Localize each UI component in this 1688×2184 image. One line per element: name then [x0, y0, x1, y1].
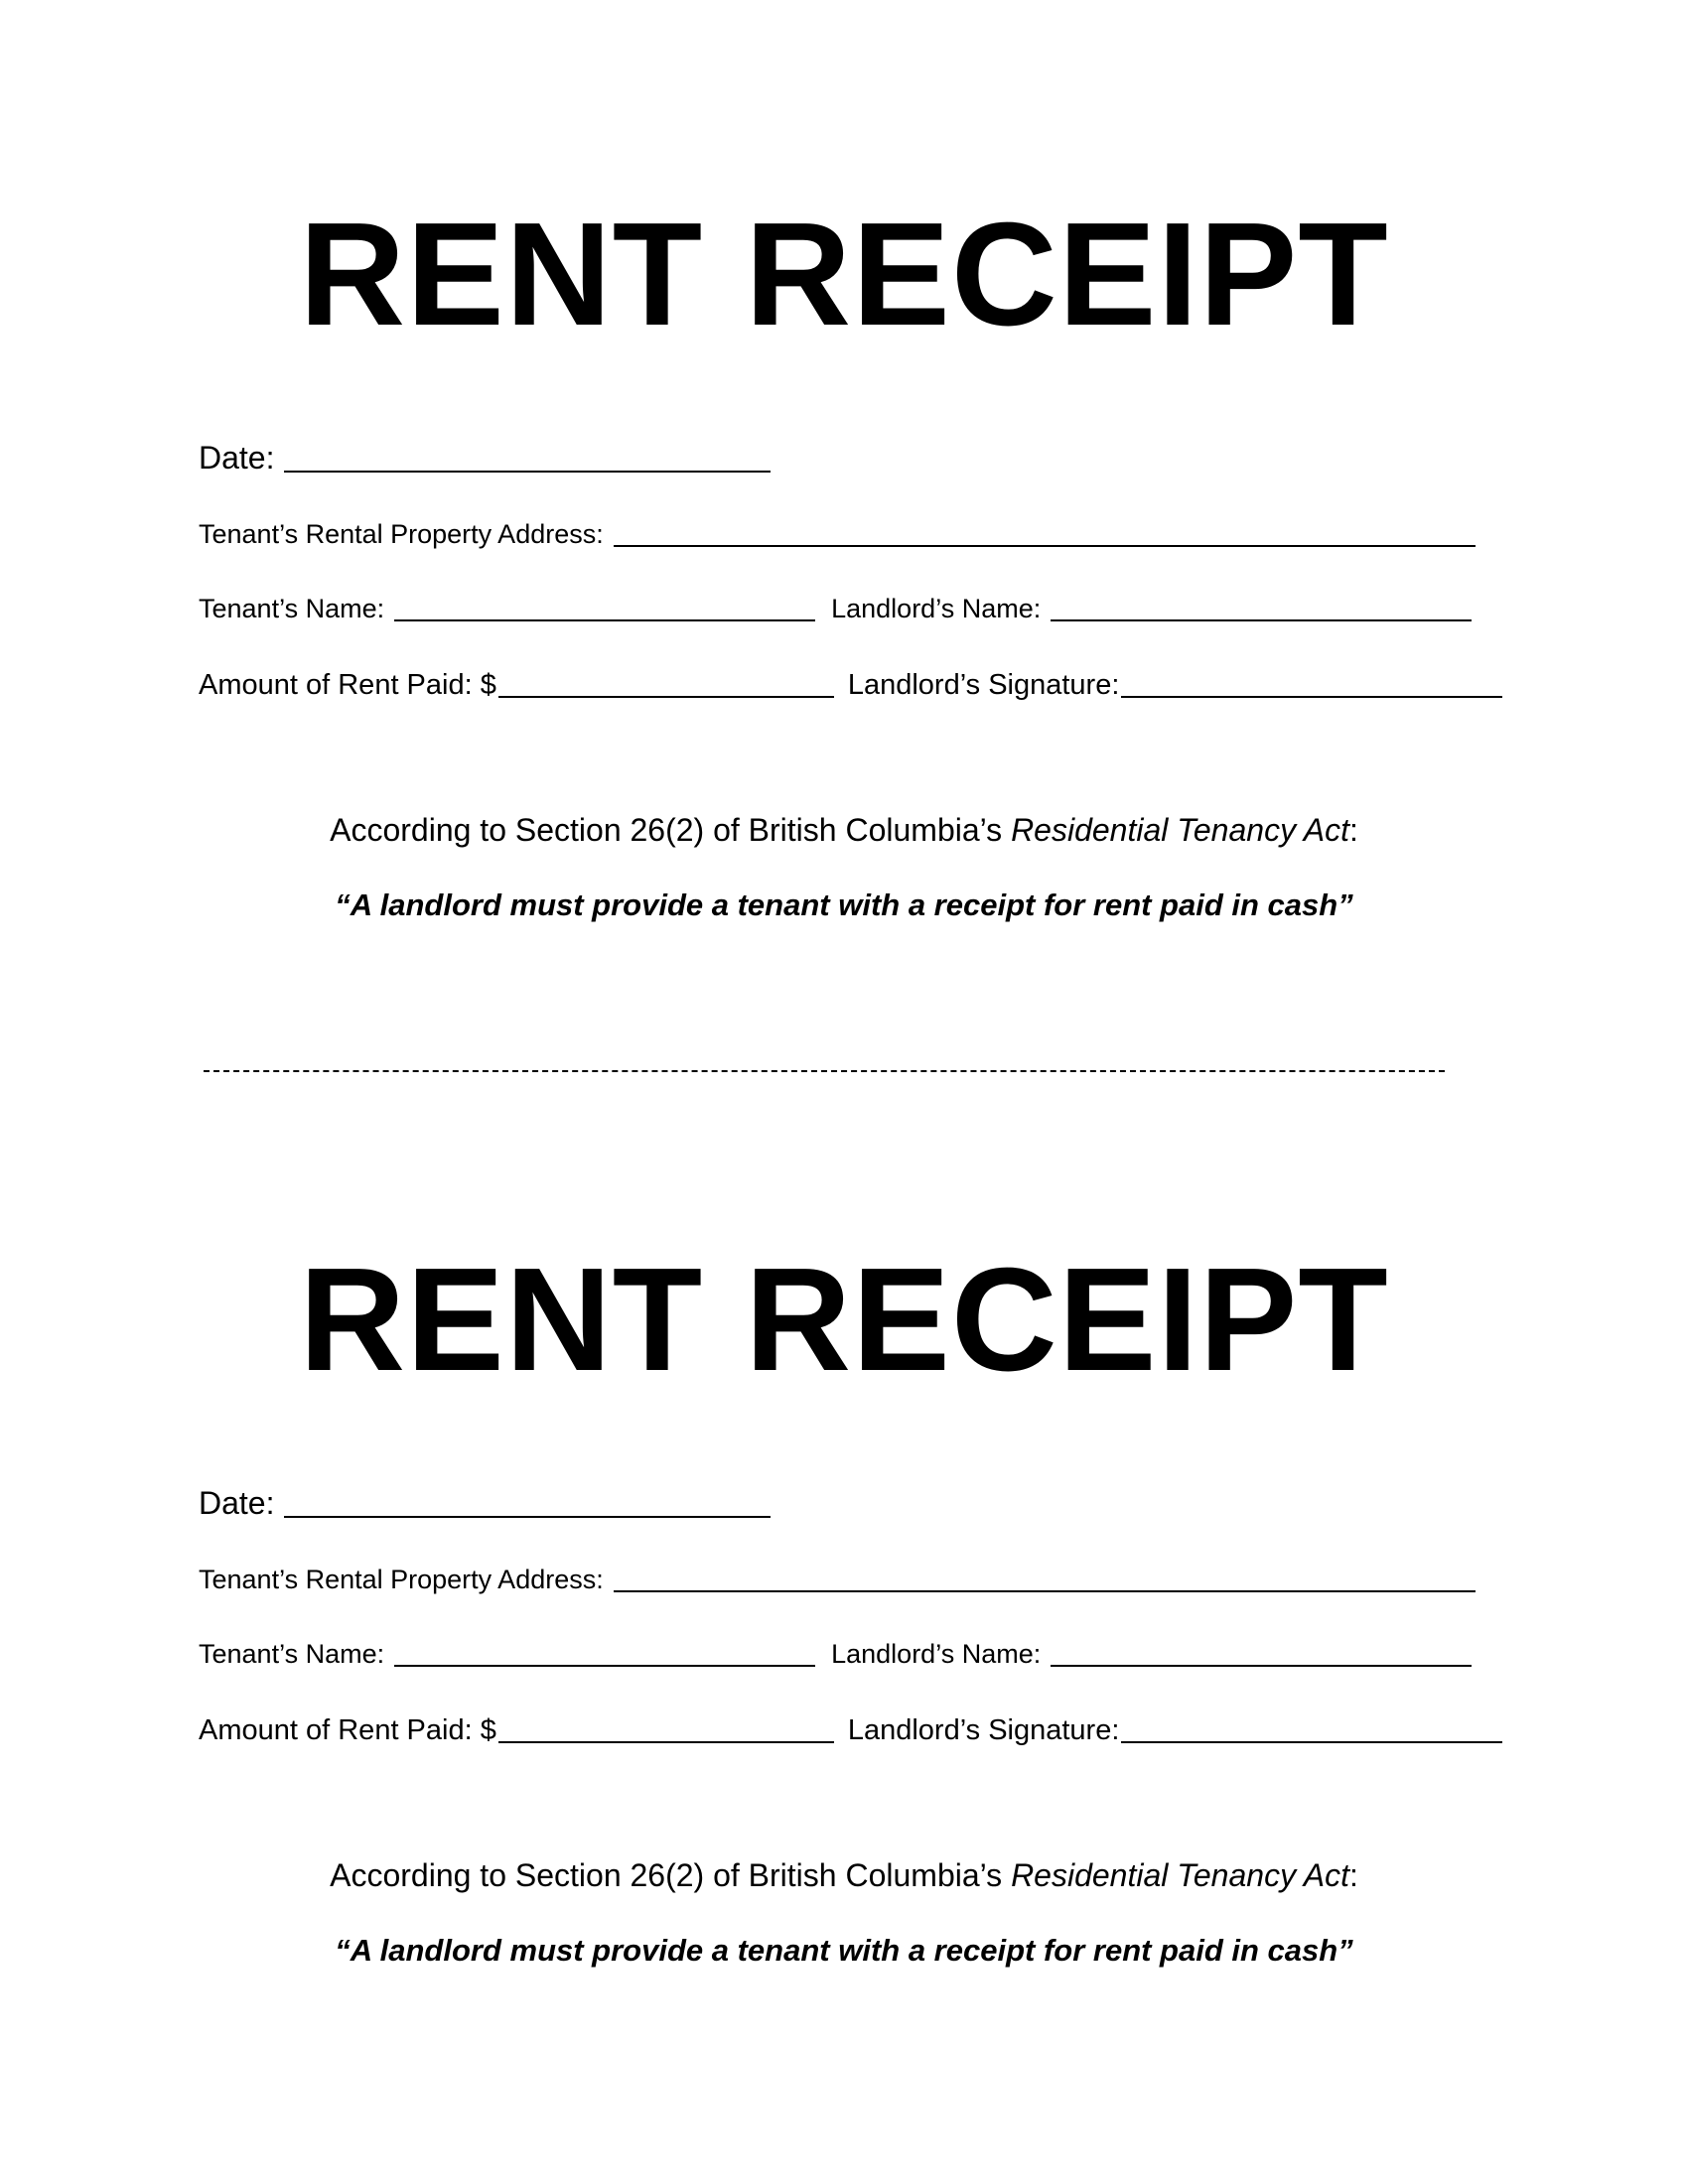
landlord-signature-label: Landlord’s Signature: — [847, 669, 1120, 701]
landlord-signature-field[interactable] — [1121, 667, 1502, 698]
address-field[interactable] — [614, 1564, 1476, 1592]
names-row — [199, 589, 1472, 624]
landlord-signature-field[interactable] — [1121, 1712, 1502, 1743]
date-field[interactable] — [284, 1484, 771, 1518]
date-label: Date: — [199, 1485, 275, 1521]
landlord-name-label: Landlord’s Name: — [831, 594, 1042, 623]
tenant-name-label: Tenant’s Name: — [199, 1639, 385, 1669]
act-reference — [0, 812, 1688, 849]
act-prefix: According to Section 26(2) of British Columbia’s — [330, 1857, 1012, 1893]
landlord-name-field[interactable] — [1051, 593, 1472, 621]
tenant-name-label: Tenant’s Name: — [199, 594, 385, 623]
address-label: Tenant’s Rental Property Address: — [199, 1565, 604, 1594]
tenant-name-field[interactable] — [394, 593, 815, 621]
act-name: Residential Tenancy Act — [1011, 1857, 1349, 1893]
cut-line-divider — [204, 1070, 1445, 1072]
amount-field[interactable] — [498, 1712, 834, 1743]
act-suffix: : — [1349, 1857, 1358, 1893]
act-prefix: According to Section 26(2) of British Columbia’s — [330, 812, 1012, 848]
act-name: Residential Tenancy Act — [1011, 812, 1349, 848]
landlord-signature-label: Landlord’s Signature: — [847, 1714, 1120, 1746]
amount-label: Amount of Rent Paid: $ — [199, 1714, 496, 1746]
address-row — [199, 1560, 1476, 1595]
address-field[interactable] — [614, 518, 1476, 547]
date-field[interactable] — [284, 439, 771, 473]
receipt-title: RENT RECEIPT — [299, 1238, 1389, 1402]
date-row — [199, 435, 771, 477]
amount-label: Amount of Rent Paid: $ — [199, 669, 496, 701]
address-label: Tenant’s Rental Property Address: — [199, 519, 604, 549]
date-label: Date: — [199, 440, 275, 476]
amount-field[interactable] — [498, 667, 834, 698]
act-reference — [0, 1857, 1688, 1894]
act-suffix: : — [1349, 812, 1358, 848]
receipt-title: RENT RECEIPT — [299, 193, 1389, 356]
address-row — [199, 514, 1476, 550]
tenant-name-field[interactable] — [394, 1638, 815, 1667]
date-row — [199, 1480, 771, 1522]
landlord-name-field[interactable] — [1051, 1638, 1472, 1667]
act-quote: “A landlord must provide a tenant with a receipt for rent paid in cash” — [335, 1933, 1353, 1968]
act-quote: “A landlord must provide a tenant with a receipt for rent paid in cash” — [335, 887, 1353, 922]
amount-row — [199, 1708, 1502, 1747]
amount-row — [199, 663, 1502, 702]
names-row — [199, 1634, 1472, 1670]
landlord-name-label: Landlord’s Name: — [831, 1639, 1042, 1669]
